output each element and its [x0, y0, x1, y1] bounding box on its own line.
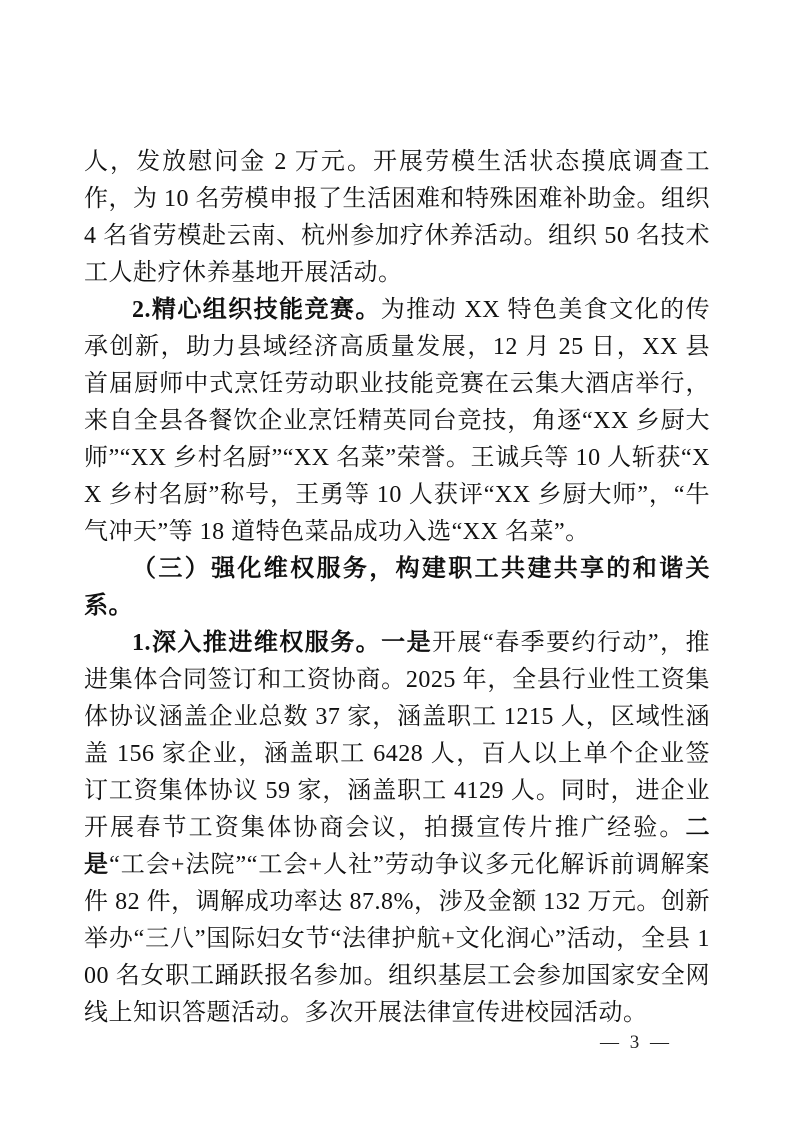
- para-rights-protection-service: [84, 625, 710, 1032]
- emphasis-text: 一是: [381, 630, 433, 656]
- page-number: — 3 —: [600, 1032, 672, 1053]
- body-text: 人，发放慰问金 2 万元。开展劳模生活状态摸底调查工作，为 10 名劳模申报了生活困难和特殊困难补助金。组织 4 名省劳模赴云南、杭州参加疗休养活动。组织 50 名技术工人赴疗休养基地开展活动。: [84, 149, 710, 286]
- para-skill-competition: [84, 292, 710, 551]
- emphasis-text: 2.精心组织技能竞赛。: [132, 297, 381, 323]
- emphasis-text: 1.深入推进维权服务。: [132, 630, 382, 656]
- body-text: “工会+法院”“工会+人社”劳动争议多元化解诉前调解案件 82 件，调解成功率达 87.8%，涉及金额 132 万元。创新举办“三八”国际妇女节“法律护航+文化润心”活动，全县 100 名女职工踊跃报名参加。组织基层工会参加国家安全网线上知识答题活动。多次开展法律宣传进校园活动。: [84, 852, 711, 1026]
- emphasis-text: 二是: [84, 815, 710, 878]
- heading-section-three: [84, 551, 710, 625]
- body-text: 为推动 XX 特色美食文化的传承创新，助力县域经济高质量发展，12 月 25 日，XX 县首届厨师中式烹饪劳动职业技能竞赛在云集大酒店举行，来自全县各餐饮企业烹饪精英同台竞技，角逐“XX 乡厨大师”“XX 乡村名厨”“XX 名菜”荣誉。王诚兵等 10 人斩获“XX 乡村名厨”称号，王勇等 10 人获评“XX 乡厨大师”，“牛气冲天”等 18 道特色菜品成功入选“XX 名菜”。: [84, 297, 711, 545]
- document-body: [84, 144, 710, 1032]
- body-text: 开展“春季要约行动”，推进集体合同签订和工资协商。2025 年，全县行业性工资集体协议涵盖企业总数 37 家，涵盖职工 1215 人，区域性涵盖 156 家企业，涵盖职工 6428 人，百人以上单个企业签订工资集体协议 59 家，涵盖职工 4129 人。同时，进企业开展春节工资集体协商会议，拍摄宣传片推广经验。: [84, 630, 711, 841]
- emphasis-text: （三）强化维权服务，构建职工共建共享的和谐关系。: [84, 556, 710, 619]
- para-labor-model-care: [84, 144, 710, 292]
